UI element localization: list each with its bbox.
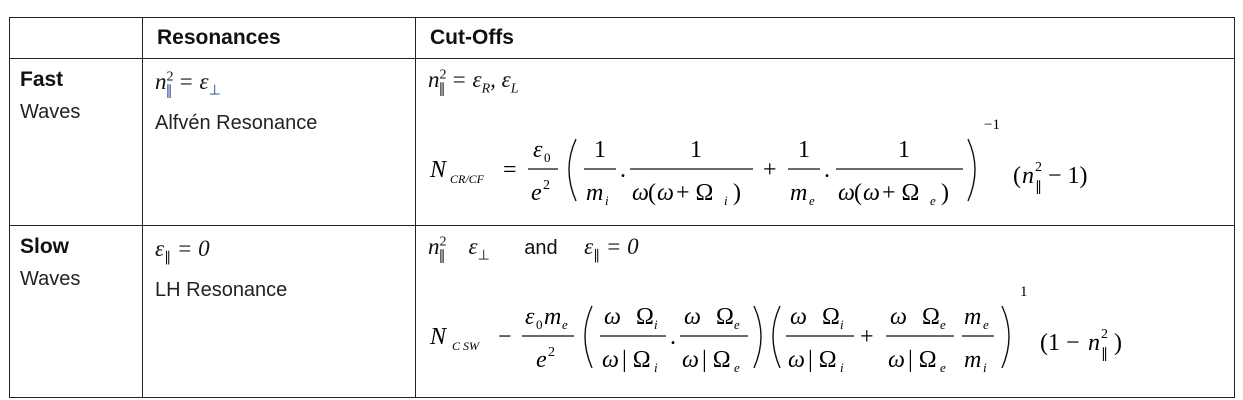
svg-text:.: . xyxy=(824,157,830,184)
slow-waves-row xyxy=(10,226,1235,398)
svg-text:ω: ω xyxy=(684,304,701,331)
svg-text:e: e xyxy=(983,317,989,333)
fast-cutoff-equation: $n^2_\parallel = \varepsilon_R$, $\varepsilon_L$ xyxy=(428,67,519,98)
svg-text:i: i xyxy=(840,317,844,333)
slow-cutoff-equation-2: $\varepsilon_\parallel = 0$ xyxy=(584,234,639,264)
svg-text:e: e xyxy=(940,360,946,376)
corner-cell xyxy=(10,18,143,59)
svg-text:ω: ω xyxy=(632,180,649,207)
svg-text:+: + xyxy=(860,324,874,351)
svg-text:m: m xyxy=(586,180,604,207)
svg-text:1: 1 xyxy=(594,137,606,164)
waves-table xyxy=(9,17,1235,398)
slow-waves-sub: Waves xyxy=(20,268,81,291)
svg-text:Ω: Ω xyxy=(636,304,654,331)
svg-text:+ Ω: + Ω xyxy=(882,180,920,207)
fast-waves-row xyxy=(10,59,1235,226)
svg-text:e: e xyxy=(940,317,946,333)
svg-text:(1 −: (1 − xyxy=(1040,330,1080,357)
svg-text:− 1): − 1) xyxy=(1048,163,1088,190)
fast-resonance-cell xyxy=(143,59,416,226)
svg-text:Ω: Ω xyxy=(716,304,734,331)
fast-resonance-equation: $n^2_\parallel = \varepsilon_\perp$ xyxy=(155,69,221,100)
svg-text:n: n xyxy=(1022,163,1034,190)
crcf-formula xyxy=(428,105,1218,225)
svg-text:e: e xyxy=(734,317,740,333)
svg-text:ω: ω xyxy=(838,180,855,207)
svg-text:): ) xyxy=(941,180,949,207)
svg-text:): ) xyxy=(1114,330,1122,357)
svg-text:1: 1 xyxy=(1020,284,1028,301)
slow-cutoff-and: and xyxy=(524,237,558,260)
resonances-header: Resonances xyxy=(143,18,416,59)
svg-text:ε: ε xyxy=(533,137,543,164)
csw-formula xyxy=(428,272,1228,392)
svg-text:ω: ω xyxy=(788,347,805,374)
svg-text:2: 2 xyxy=(548,345,555,361)
svg-text:ω: ω xyxy=(888,347,905,374)
svg-text:0: 0 xyxy=(544,150,551,166)
svg-text:Ω: Ω xyxy=(822,304,840,331)
svg-text:−1: −1 xyxy=(984,117,1000,134)
svg-text:(: ( xyxy=(854,180,862,207)
svg-text:(: ( xyxy=(648,180,656,207)
svg-text:e: e xyxy=(536,347,547,374)
svg-text:N: N xyxy=(430,157,447,184)
svg-text:| Ω: | Ω xyxy=(622,347,651,374)
svg-text:+: + xyxy=(763,157,777,184)
fast-label-cell xyxy=(10,59,143,226)
svg-text:| Ω: | Ω xyxy=(808,347,837,374)
svg-text:ω: ω xyxy=(657,180,674,207)
svg-text:ω: ω xyxy=(682,347,699,374)
svg-text:0: 0 xyxy=(536,317,543,333)
svg-text:.: . xyxy=(620,157,626,184)
slow-cutoff-cell xyxy=(416,226,1235,398)
svg-text:i: i xyxy=(724,193,728,209)
svg-text:C SW: C SW xyxy=(452,339,479,354)
slow-resonance-equation: $\varepsilon_\parallel = 0$ xyxy=(155,236,210,266)
svg-text:e: e xyxy=(531,180,542,207)
svg-text:m: m xyxy=(790,180,808,207)
svg-text:Ω: Ω xyxy=(922,304,940,331)
slow-resonance-cell xyxy=(143,226,416,398)
svg-text:e: e xyxy=(562,317,568,333)
svg-text:−: − xyxy=(498,324,512,351)
svg-text:m: m xyxy=(964,347,982,374)
svg-text:1: 1 xyxy=(690,137,702,164)
fast-waves-sub: Waves xyxy=(20,101,81,124)
svg-text:ω: ω xyxy=(863,180,880,207)
svg-text:n: n xyxy=(1088,330,1100,357)
svg-text:i: i xyxy=(654,317,658,333)
svg-text:m: m xyxy=(964,304,982,331)
svg-text:e: e xyxy=(734,360,740,376)
svg-text:2: 2 xyxy=(543,178,550,194)
svg-text:∥: ∥ xyxy=(1035,180,1042,196)
fast-cutoff-cell xyxy=(416,59,1235,226)
svg-text:2: 2 xyxy=(1035,160,1042,176)
svg-text:| Ω: | Ω xyxy=(702,347,731,374)
svg-text:1: 1 xyxy=(798,137,810,164)
svg-text:N: N xyxy=(430,324,447,351)
svg-text:∥: ∥ xyxy=(1101,347,1108,363)
svg-text:i: i xyxy=(605,193,609,209)
svg-text:| Ω: | Ω xyxy=(908,347,937,374)
svg-text:ω: ω xyxy=(790,304,807,331)
svg-text:+ Ω: + Ω xyxy=(676,180,714,207)
slow-resonance-note: LH Resonance xyxy=(155,278,288,301)
svg-text:1: 1 xyxy=(898,137,910,164)
svg-text:i: i xyxy=(654,360,658,376)
slow-cutoff-equation: $n^2_\parallel$ $\varepsilon_\perp$ xyxy=(428,234,490,264)
cutoffs-header: Cut-Offs xyxy=(416,18,1235,59)
svg-text:e: e xyxy=(809,193,815,209)
fast-resonance-note: Alfvén Resonance xyxy=(155,112,318,135)
svg-text:(: ( xyxy=(1013,163,1021,190)
svg-text:): ) xyxy=(733,180,741,207)
slow-label-cell xyxy=(10,226,143,398)
svg-text:ω: ω xyxy=(604,304,621,331)
fast-label: Fast xyxy=(20,68,64,92)
svg-text:2: 2 xyxy=(1101,327,1108,343)
svg-text:i: i xyxy=(840,360,844,376)
svg-text:m: m xyxy=(544,304,562,331)
svg-text:ω: ω xyxy=(602,347,619,374)
svg-text:CR/CF: CR/CF xyxy=(450,172,485,187)
svg-text:e: e xyxy=(930,193,936,209)
header-row xyxy=(10,18,1235,59)
slow-label: Slow xyxy=(20,235,70,259)
svg-text:ω: ω xyxy=(890,304,907,331)
svg-text:=: = xyxy=(503,157,517,184)
svg-text:ε: ε xyxy=(525,304,535,331)
svg-text:i: i xyxy=(983,360,987,376)
svg-text:.: . xyxy=(670,324,676,351)
